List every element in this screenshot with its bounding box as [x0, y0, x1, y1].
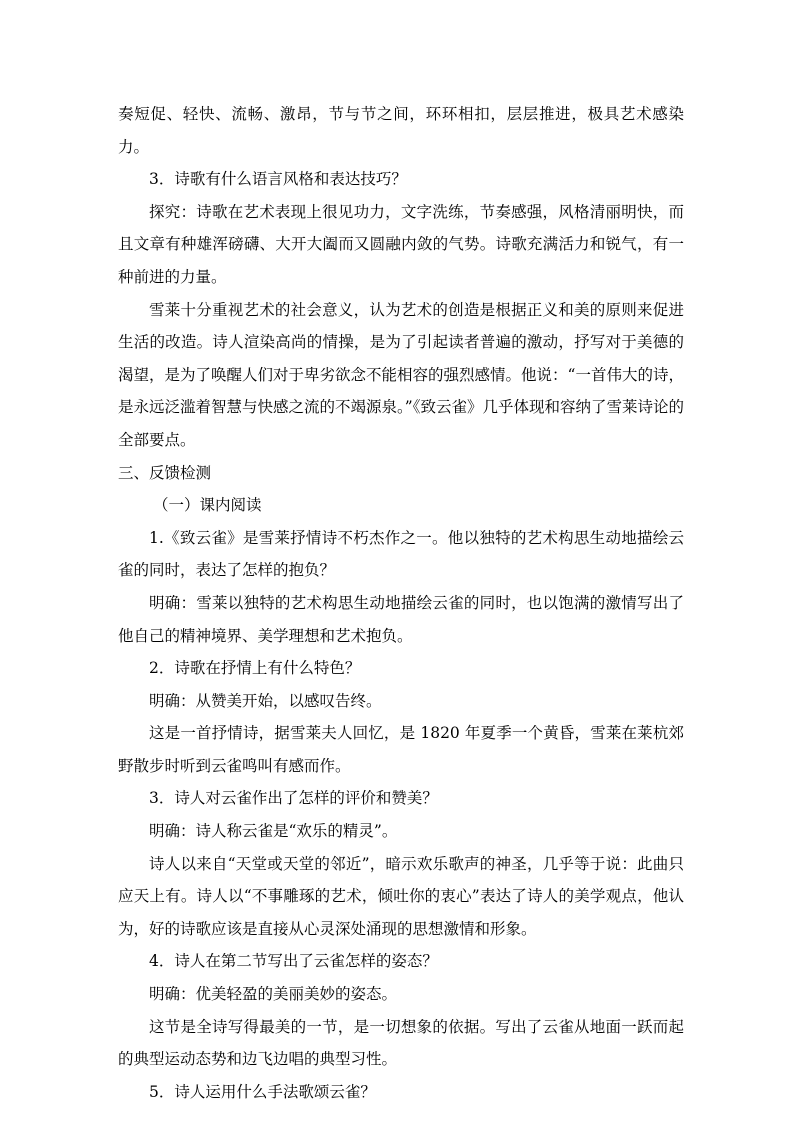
paragraph-shelley-art: 雪莱十分重视艺术的社会意义，认为艺术的创造是根据正义和美的原则来促进生活的改造。诗人渲染高尚的情操，是为了引起读者普遍的激动，抒写对于美德的渴望，是为了唤醒人们对于卑劣欲念不能相容的强烈感情。他说：“一首伟大的诗，是永远泛滥着智慧与快感之流的不竭源泉。”《致云雀》几乎体现和容纳了雪莱诗论的全部要点。: [118, 300, 684, 449]
question-4: 4．诗人在第二节写出了云雀怎样的姿态？: [149, 952, 438, 971]
answer-3: 明确：诗人称云雀是“欢乐的精灵”。: [149, 822, 398, 841]
answer-3-detail: 诗人以来自“天堂或天堂的邻近”，暗示欢乐歌声的神圣，几乎等于说：此曲只应天上有。诗人以“不事雕琢的艺术，倾吐你的衷心”表达了诗人的美学观点，他认为，好的诗歌应该是直接从心灵深处涌现的思想激情和形象。: [118, 854, 684, 938]
answer-4-detail: 这节是全诗写得最美的一节，是一切想象的依据。写出了云雀从地面一跃而起的典型运动态势和边飞边唱的典型习性。: [118, 1017, 684, 1069]
answer-2: 明确：从赞美开始，以感叹告终。: [149, 691, 382, 710]
section-heading-feedback: 三、反馈检测: [118, 463, 212, 482]
paragraph-intro-continuation: 奏短促、轻快、流畅、激昂，节与节之间，环环相扣，层层推进，极具艺术感染力。: [118, 105, 684, 156]
subsection-heading-in-class-reading: （一）课内阅读: [153, 496, 262, 515]
document-body: [118, 98, 684, 1108]
paragraph-exploration: 探究：诗歌在艺术表现上很见功力，文字洗练，节奏感强，风格清丽明快，而且文章有种雄浑磅礴、大开大阖而又圆融内敛的气势。诗歌充满活力和锐气，有一种前进的力量。: [118, 202, 684, 286]
answer-2-detail: 这是一首抒情诗，据雪莱夫人回忆，是 1820 年夏季一个黄昏，雪莱在莱杭郊野散步时听到云雀鸣叫有感而作。: [118, 724, 684, 775]
answer-4: 明确：优美轻盈的美丽美妙的姿态。: [149, 985, 398, 1004]
question-3-heading: 3．诗歌有什么语言风格和表达技巧？: [149, 170, 407, 189]
question-5: 5．诗人运用什么手法歌颂云雀？: [149, 1082, 376, 1101]
question-2: 2．诗歌在抒情上有什么特色？: [149, 659, 361, 678]
answer-1: 明确：雪莱以独特的艺术构思生动地描绘云雀的同时，也以饱满的激情写出了他自己的精神境界、美学理想和艺术抱负。: [118, 593, 684, 645]
question-1: 1.《致云雀》是雪莱抒情诗不朽杰作之一。他以独特的艺术构思生动地描绘云雀的同时，表达了怎样的抱负？: [118, 528, 684, 580]
question-3: 3．诗人对云雀作出了怎样的评价和赞美？: [149, 789, 438, 808]
